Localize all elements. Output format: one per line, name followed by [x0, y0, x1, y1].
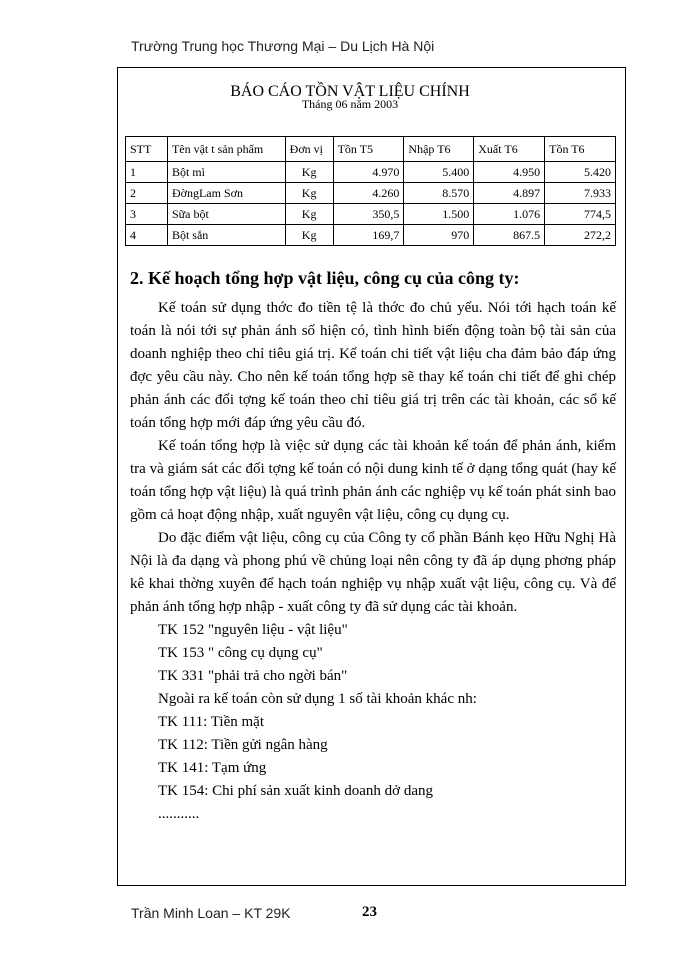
table-header-row — [126, 137, 616, 162]
cell-value: 8.570 — [404, 183, 474, 204]
column-header: Tồn T5 — [333, 137, 404, 162]
cell-value: 4.970 — [333, 162, 404, 183]
cell-value: 5.420 — [545, 162, 616, 183]
cell-value: 272,2 — [545, 225, 616, 246]
page-number: 23 — [362, 904, 377, 920]
cell-value: 867.5 — [474, 225, 545, 246]
cell-stt: 4 — [126, 225, 168, 246]
account-line: TK 331 "phải trả cho ngời bán" — [158, 668, 348, 684]
account-line: TK 141: Tạm ứng — [158, 760, 267, 776]
section-body — [130, 297, 616, 826]
ellipsis-line: ........... — [158, 806, 200, 822]
cell-value: 1.500 — [404, 204, 474, 225]
cell-value: 774,5 — [545, 204, 616, 225]
table-row — [126, 162, 616, 183]
cell-unit: Kg — [285, 204, 333, 225]
paragraph: Kế toán sử dụng thớc đo tiền tệ là thớc đo chủ yếu. Nói tới hạch toán kế toán là nói tới sự phản ánh số hiện có, tình hình biến động toàn bộ tài sản của doanh nghiệp theo chỉ tiêu giá trị. Kế toán chi tiết vật liệu cha đảm bảo đáp ứng đợc yêu cầu này. Cho nên kế toán tổng hợp sẽ thay kế toán chi tiết để ghi chép phản ánh các đối tợng kế toán theo chỉ tiêu giá trị trên các tài khoản, các sổ kế toán tổng hợp mới đáp ứng yêu cầu đó. — [130, 300, 616, 431]
column-header: Xuất T6 — [474, 137, 545, 162]
cell-value: 4.950 — [474, 162, 545, 183]
column-header: Nhập T6 — [404, 137, 474, 162]
column-header: STT — [126, 137, 168, 162]
account-line: TK 111: Tiền mặt — [158, 714, 264, 730]
cell-unit: Kg — [285, 225, 333, 246]
account-line: TK 153 " công cụ dụng cụ" — [158, 645, 323, 661]
section-heading: 2. Kế hoạch tổng hợp vật liệu, công cụ của công ty: — [130, 268, 520, 288]
cell-value: 350,5 — [333, 204, 404, 225]
footer-author: Trần Minh Loan – KT 29K — [131, 905, 291, 921]
cell-value: 5.400 — [404, 162, 474, 183]
cell-unit: Kg — [285, 162, 333, 183]
table-row — [126, 183, 616, 204]
page-header: Trường Trung học Thương Mại – Du Lịch Hà Nội — [131, 38, 435, 54]
paragraph: Do đặc điểm vật liệu, công cụ của Công ty cổ phần Bánh kẹo Hữu Nghị Hà Nội là đa dạng và phong phú về chủng loại nên công ty đã áp dụng phơng pháp kê khai thờng xuyên để hạch toán nghiệp vụ nhập xuất vật liệu, công cụ. Và để phản ánh tổng hợp nhập - xuất công ty đã sử dụng các tài khoản. — [130, 530, 616, 615]
cell-name: Bột sắn — [167, 225, 285, 246]
cell-value: 4.260 — [333, 183, 404, 204]
report-title: BÁO CÁO TỒN VẬT LIỆU CHÍNH — [230, 83, 470, 100]
table-row — [126, 225, 616, 246]
table-row — [126, 204, 616, 225]
cell-stt: 2 — [126, 183, 168, 204]
stock-report-table — [125, 136, 616, 246]
cell-unit: Kg — [285, 183, 333, 204]
cell-name: Bột mì — [167, 162, 285, 183]
text-line: Ngoài ra kế toán còn sử dụng 1 số tài khoản khác nh: — [158, 691, 477, 707]
column-header: Tên vật t sản phẩm — [167, 137, 285, 162]
account-line: TK 152 "nguyên liệu - vật liệu" — [158, 622, 348, 638]
account-line: TK 154: Chi phí sản xuất kinh doanh dở dang — [158, 783, 433, 799]
paragraph: Kế toán tổng hợp là việc sử dụng các tài khoản kế toán để phản ánh, kiểm tra và giám sát các đối tợng kế toán có nội dung kinh tế ở dạng tổng quát (hay kế toán tổng hợp vật liệu) là quá trình phản ánh các nghiệp vụ kế toán phát sinh bao gồm cả hoạt động nhập, xuất nguyên vật liệu, công cụ dụng cụ. — [130, 438, 616, 523]
report-subtitle: Tháng 06 năm 2003 — [301, 97, 399, 111]
column-header: Tồn T6 — [545, 137, 616, 162]
cell-name: ĐờngLam Sơn — [167, 183, 285, 204]
column-header: Đơn vị — [285, 137, 333, 162]
cell-value: 1.076 — [474, 204, 545, 225]
cell-stt: 3 — [126, 204, 168, 225]
cell-value: 4.897 — [474, 183, 545, 204]
cell-stt: 1 — [126, 162, 168, 183]
account-line: TK 112: Tiền gửi ngân hàng — [158, 737, 328, 753]
cell-name: Sữa bột — [167, 204, 285, 225]
cell-value: 7.933 — [545, 183, 616, 204]
cell-value: 970 — [404, 225, 474, 246]
cell-value: 169,7 — [333, 225, 404, 246]
